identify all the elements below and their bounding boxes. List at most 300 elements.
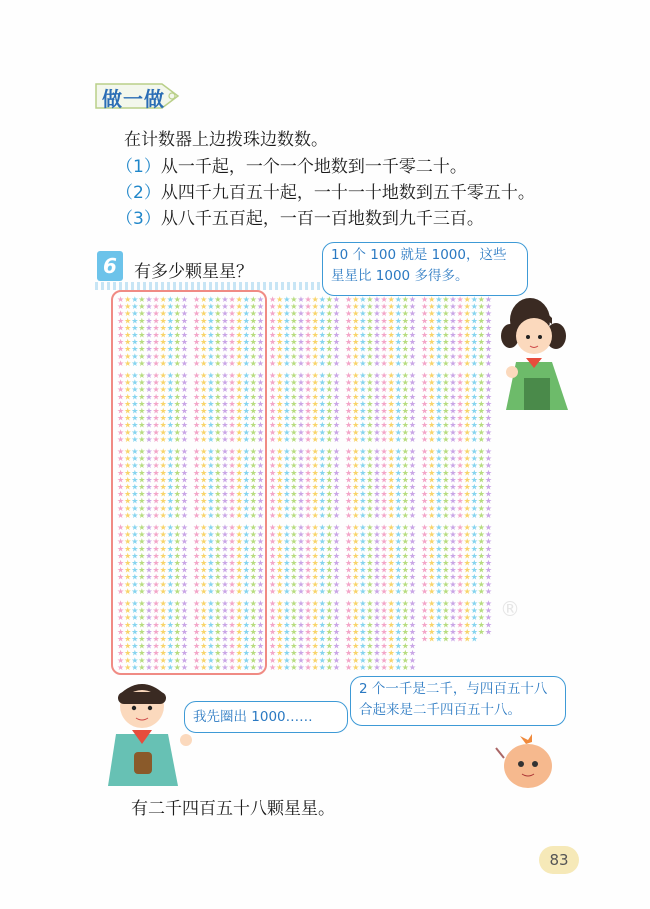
- svg-text:★: ★: [152, 620, 160, 630]
- svg-text:★: ★: [193, 392, 201, 402]
- svg-text:★: ★: [283, 558, 291, 568]
- svg-text:★: ★: [200, 420, 208, 430]
- svg-text:★: ★: [145, 378, 153, 388]
- svg-text:★: ★: [484, 565, 492, 575]
- svg-text:★: ★: [145, 627, 153, 637]
- svg-text:★: ★: [442, 537, 450, 547]
- svg-text:★: ★: [470, 482, 478, 492]
- svg-text:★: ★: [180, 392, 188, 402]
- svg-text:★: ★: [131, 454, 139, 464]
- svg-text:★: ★: [228, 537, 236, 547]
- svg-text:★: ★: [193, 468, 201, 478]
- svg-text:★: ★: [345, 641, 353, 651]
- svg-text:★: ★: [477, 392, 485, 402]
- svg-text:★: ★: [325, 530, 333, 540]
- svg-text:★: ★: [221, 351, 229, 361]
- svg-text:★: ★: [449, 551, 457, 561]
- svg-text:★: ★: [435, 620, 443, 630]
- svg-text:★: ★: [304, 551, 312, 561]
- svg-text:★: ★: [173, 385, 181, 395]
- svg-text:★: ★: [408, 413, 416, 423]
- svg-text:★: ★: [221, 523, 229, 532]
- svg-text:★: ★: [408, 420, 416, 430]
- svg-text:★: ★: [332, 420, 340, 430]
- svg-text:★: ★: [463, 351, 471, 361]
- svg-text:★: ★: [318, 468, 326, 478]
- svg-text:★: ★: [193, 316, 201, 326]
- svg-text:★: ★: [276, 606, 284, 616]
- svg-text:★: ★: [435, 489, 443, 499]
- svg-text:★: ★: [484, 344, 492, 354]
- svg-text:★: ★: [449, 475, 457, 485]
- svg-text:★: ★: [449, 579, 457, 589]
- svg-text:★: ★: [387, 392, 395, 402]
- svg-text:★: ★: [394, 586, 402, 595]
- svg-text:★: ★: [173, 558, 181, 568]
- svg-text:★: ★: [235, 316, 243, 326]
- svg-text:★: ★: [235, 295, 243, 304]
- svg-text:★: ★: [269, 420, 277, 430]
- star-block: [420, 447, 492, 519]
- svg-text:★: ★: [256, 406, 264, 416]
- svg-text:★: ★: [117, 599, 125, 608]
- svg-text:★: ★: [394, 371, 402, 380]
- svg-text:★: ★: [325, 537, 333, 547]
- svg-text:★: ★: [387, 613, 395, 623]
- svg-text:★: ★: [456, 454, 464, 464]
- svg-text:★: ★: [373, 496, 381, 506]
- svg-text:★: ★: [207, 613, 215, 623]
- svg-text:★: ★: [366, 613, 374, 623]
- svg-text:★: ★: [166, 496, 174, 506]
- svg-text:★: ★: [421, 392, 429, 402]
- svg-text:★: ★: [366, 406, 374, 416]
- svg-text:★: ★: [428, 309, 436, 319]
- svg-text:★: ★: [359, 399, 367, 409]
- svg-text:★: ★: [408, 503, 416, 513]
- svg-text:★: ★: [456, 523, 464, 532]
- svg-text:★: ★: [249, 371, 257, 380]
- svg-text:★: ★: [235, 302, 243, 312]
- svg-text:★: ★: [442, 551, 450, 561]
- svg-text:★: ★: [297, 599, 305, 608]
- svg-text:★: ★: [131, 475, 139, 485]
- svg-text:★: ★: [228, 662, 236, 671]
- svg-text:★: ★: [249, 447, 257, 456]
- svg-text:★: ★: [449, 358, 457, 367]
- svg-text:★: ★: [159, 579, 167, 589]
- svg-text:★: ★: [359, 461, 367, 471]
- svg-text:★: ★: [152, 641, 160, 651]
- svg-text:★: ★: [166, 620, 174, 630]
- svg-text:★: ★: [408, 489, 416, 499]
- svg-text:★: ★: [332, 634, 340, 644]
- svg-text:★: ★: [152, 330, 160, 340]
- svg-text:★: ★: [359, 655, 367, 665]
- svg-text:★: ★: [152, 454, 160, 464]
- svg-text:★: ★: [283, 613, 291, 623]
- girl-bubble-line-1: 10 个 100 就是 1000，这些: [331, 247, 507, 263]
- svg-text:★: ★: [304, 406, 312, 416]
- svg-text:★: ★: [477, 572, 485, 582]
- svg-text:★: ★: [145, 447, 153, 456]
- svg-text:★: ★: [228, 344, 236, 354]
- svg-text:★: ★: [332, 496, 340, 506]
- svg-text:★: ★: [470, 399, 478, 409]
- svg-text:★: ★: [352, 634, 360, 644]
- svg-text:★: ★: [304, 655, 312, 665]
- svg-text:★: ★: [242, 620, 250, 630]
- svg-text:★: ★: [124, 489, 132, 499]
- svg-text:★: ★: [180, 655, 188, 665]
- svg-text:★: ★: [311, 634, 319, 644]
- svg-text:★: ★: [228, 510, 236, 519]
- svg-text:★: ★: [200, 579, 208, 589]
- svg-text:★: ★: [283, 537, 291, 547]
- svg-text:★: ★: [235, 641, 243, 651]
- svg-text:★: ★: [484, 530, 492, 540]
- svg-text:★: ★: [276, 537, 284, 547]
- svg-text:★: ★: [470, 406, 478, 416]
- svg-text:★: ★: [200, 295, 208, 304]
- svg-text:★: ★: [249, 489, 257, 499]
- svg-text:★: ★: [463, 295, 471, 304]
- svg-text:★: ★: [463, 634, 471, 644]
- svg-text:★: ★: [200, 371, 208, 380]
- svg-text:★: ★: [359, 544, 367, 554]
- svg-text:★: ★: [401, 648, 409, 658]
- svg-text:★: ★: [124, 337, 132, 347]
- svg-text:★: ★: [435, 434, 443, 443]
- svg-text:★: ★: [228, 468, 236, 478]
- svg-text:★: ★: [394, 427, 402, 437]
- star-icon-group: [344, 447, 416, 519]
- svg-text:★: ★: [242, 565, 250, 575]
- svg-text:★: ★: [228, 599, 236, 608]
- svg-text:★: ★: [401, 399, 409, 409]
- svg-text:★: ★: [180, 323, 188, 333]
- svg-text:★: ★: [283, 358, 291, 367]
- svg-text:★: ★: [249, 613, 257, 623]
- svg-text:★: ★: [408, 295, 416, 304]
- svg-text:★: ★: [124, 655, 132, 665]
- svg-text:★: ★: [463, 447, 471, 456]
- svg-text:★: ★: [228, 565, 236, 575]
- svg-text:★: ★: [463, 413, 471, 423]
- svg-text:★: ★: [463, 523, 471, 532]
- svg-text:★: ★: [145, 530, 153, 540]
- svg-text:★: ★: [207, 496, 215, 506]
- svg-text:★: ★: [249, 344, 257, 354]
- svg-text:★: ★: [318, 655, 326, 665]
- svg-text:★: ★: [318, 461, 326, 471]
- svg-text:★: ★: [124, 641, 132, 651]
- svg-text:★: ★: [380, 399, 388, 409]
- svg-text:★: ★: [442, 378, 450, 388]
- svg-text:★: ★: [373, 344, 381, 354]
- svg-text:★: ★: [352, 489, 360, 499]
- svg-text:★: ★: [256, 572, 264, 582]
- svg-text:★: ★: [200, 544, 208, 554]
- svg-text:★: ★: [256, 461, 264, 471]
- svg-text:★: ★: [297, 523, 305, 532]
- svg-text:★: ★: [325, 606, 333, 616]
- svg-text:★: ★: [193, 565, 201, 575]
- svg-text:★: ★: [124, 620, 132, 630]
- svg-text:★: ★: [428, 489, 436, 499]
- svg-text:★: ★: [449, 454, 457, 464]
- svg-text:★: ★: [311, 392, 319, 402]
- svg-text:★: ★: [138, 620, 146, 630]
- svg-text:★: ★: [138, 392, 146, 402]
- svg-text:★: ★: [394, 454, 402, 464]
- svg-text:★: ★: [435, 503, 443, 513]
- svg-text:★: ★: [249, 648, 257, 658]
- svg-text:★: ★: [435, 371, 443, 380]
- svg-text:★: ★: [256, 482, 264, 492]
- svg-text:★: ★: [159, 309, 167, 319]
- svg-text:★: ★: [366, 434, 374, 443]
- svg-text:★: ★: [173, 537, 181, 547]
- svg-text:★: ★: [373, 523, 381, 532]
- star-block: [420, 599, 492, 671]
- svg-text:★: ★: [456, 613, 464, 623]
- svg-text:★: ★: [408, 565, 416, 575]
- svg-text:★: ★: [249, 413, 257, 423]
- svg-text:★: ★: [435, 323, 443, 333]
- svg-text:★: ★: [456, 399, 464, 409]
- svg-text:★: ★: [352, 371, 360, 380]
- svg-text:★: ★: [214, 655, 222, 665]
- svg-text:★: ★: [159, 565, 167, 575]
- svg-text:★: ★: [214, 537, 222, 547]
- svg-text:★: ★: [477, 523, 485, 532]
- svg-text:★: ★: [276, 461, 284, 471]
- svg-text:★: ★: [166, 316, 174, 326]
- svg-text:★: ★: [401, 371, 409, 380]
- svg-text:★: ★: [304, 613, 312, 623]
- svg-text:★: ★: [221, 330, 229, 340]
- svg-text:★: ★: [456, 510, 464, 519]
- svg-text:★: ★: [318, 551, 326, 561]
- svg-text:★: ★: [256, 599, 264, 608]
- svg-text:★: ★: [345, 606, 353, 616]
- svg-text:★: ★: [200, 482, 208, 492]
- svg-text:★: ★: [124, 537, 132, 547]
- svg-text:★: ★: [117, 613, 125, 623]
- svg-text:★: ★: [290, 434, 298, 443]
- svg-text:★: ★: [428, 337, 436, 347]
- svg-text:★: ★: [117, 572, 125, 582]
- svg-text:★: ★: [428, 330, 436, 340]
- svg-text:★: ★: [477, 551, 485, 561]
- svg-text:★: ★: [200, 351, 208, 361]
- svg-text:★: ★: [256, 565, 264, 575]
- svg-text:★: ★: [290, 309, 298, 319]
- svg-text:★: ★: [249, 655, 257, 665]
- svg-text:★: ★: [249, 510, 257, 519]
- svg-text:★: ★: [366, 620, 374, 630]
- svg-text:★: ★: [221, 489, 229, 499]
- star-icon-group: [420, 447, 492, 519]
- svg-text:★: ★: [456, 461, 464, 471]
- svg-text:★: ★: [373, 330, 381, 340]
- svg-text:★: ★: [435, 544, 443, 554]
- svg-text:★: ★: [235, 565, 243, 575]
- svg-text:★: ★: [394, 337, 402, 347]
- svg-text:★: ★: [442, 337, 450, 347]
- svg-text:★: ★: [421, 523, 429, 532]
- svg-text:★: ★: [214, 309, 222, 319]
- svg-text:★: ★: [152, 337, 160, 347]
- svg-text:★: ★: [145, 565, 153, 575]
- svg-text:★: ★: [235, 475, 243, 485]
- svg-text:★: ★: [283, 427, 291, 437]
- svg-text:★: ★: [428, 530, 436, 540]
- svg-text:★: ★: [221, 537, 229, 547]
- svg-text:★: ★: [242, 655, 250, 665]
- svg-text:★: ★: [442, 344, 450, 354]
- svg-text:★: ★: [124, 530, 132, 540]
- svg-text:★: ★: [421, 337, 429, 347]
- svg-text:★: ★: [214, 461, 222, 471]
- svg-text:★: ★: [214, 627, 222, 637]
- svg-text:★: ★: [159, 447, 167, 456]
- svg-text:★: ★: [435, 599, 443, 608]
- svg-text:★: ★: [131, 627, 139, 637]
- svg-text:★: ★: [325, 434, 333, 443]
- svg-text:★: ★: [373, 427, 381, 437]
- svg-text:★: ★: [380, 468, 388, 478]
- svg-text:★: ★: [449, 558, 457, 568]
- svg-text:★: ★: [235, 662, 243, 671]
- svg-text:★: ★: [269, 482, 277, 492]
- svg-text:★: ★: [193, 544, 201, 554]
- svg-text:★: ★: [470, 620, 478, 630]
- svg-text:★: ★: [200, 530, 208, 540]
- svg-text:★: ★: [283, 475, 291, 485]
- svg-text:★: ★: [283, 579, 291, 589]
- svg-text:★: ★: [380, 420, 388, 430]
- svg-text:★: ★: [304, 447, 312, 456]
- svg-text:★: ★: [242, 537, 250, 547]
- svg-text:★: ★: [228, 606, 236, 616]
- svg-text:★: ★: [304, 523, 312, 532]
- svg-text:★: ★: [373, 392, 381, 402]
- svg-text:★: ★: [359, 323, 367, 333]
- svg-text:★: ★: [159, 572, 167, 582]
- svg-text:★: ★: [352, 406, 360, 416]
- svg-text:★: ★: [408, 558, 416, 568]
- svg-text:★: ★: [311, 606, 319, 616]
- svg-text:★: ★: [311, 551, 319, 561]
- svg-text:★: ★: [242, 461, 250, 471]
- svg-text:★: ★: [145, 482, 153, 492]
- svg-text:★: ★: [387, 599, 395, 608]
- svg-text:★: ★: [242, 551, 250, 561]
- svg-text:★: ★: [207, 510, 215, 519]
- svg-text:★: ★: [207, 558, 215, 568]
- svg-text:★: ★: [311, 434, 319, 443]
- svg-text:★: ★: [408, 371, 416, 380]
- svg-text:★: ★: [366, 627, 374, 637]
- svg-text:★: ★: [449, 385, 457, 395]
- svg-text:★: ★: [408, 544, 416, 554]
- svg-text:★: ★: [290, 475, 298, 485]
- svg-text:★: ★: [152, 475, 160, 485]
- svg-text:★: ★: [180, 544, 188, 554]
- svg-text:★: ★: [166, 337, 174, 347]
- svg-text:★: ★: [456, 599, 464, 608]
- svg-text:★: ★: [145, 344, 153, 354]
- svg-text:★: ★: [214, 475, 222, 485]
- svg-text:★: ★: [207, 330, 215, 340]
- svg-text:★: ★: [228, 586, 236, 595]
- svg-text:★: ★: [352, 344, 360, 354]
- svg-text:★: ★: [373, 627, 381, 637]
- svg-text:★: ★: [214, 371, 222, 380]
- svg-text:★: ★: [463, 344, 471, 354]
- star-block: [420, 523, 492, 595]
- svg-text:★: ★: [318, 641, 326, 651]
- svg-text:★: ★: [269, 523, 277, 532]
- svg-text:★: ★: [166, 503, 174, 513]
- svg-text:★: ★: [463, 579, 471, 589]
- svg-text:★: ★: [117, 413, 125, 423]
- svg-text:★: ★: [193, 641, 201, 651]
- svg-text:★: ★: [145, 385, 153, 395]
- svg-text:★: ★: [235, 634, 243, 644]
- svg-text:★: ★: [283, 447, 291, 456]
- svg-text:★: ★: [297, 468, 305, 478]
- svg-text:★: ★: [249, 503, 257, 513]
- svg-text:★: ★: [387, 399, 395, 409]
- svg-text:★: ★: [394, 530, 402, 540]
- svg-text:★: ★: [193, 586, 201, 595]
- svg-text:★: ★: [228, 572, 236, 582]
- svg-text:★: ★: [304, 392, 312, 402]
- svg-text:★: ★: [380, 565, 388, 575]
- svg-text:★: ★: [200, 309, 208, 319]
- svg-text:★: ★: [442, 572, 450, 582]
- svg-text:★: ★: [428, 544, 436, 554]
- svg-text:★: ★: [345, 351, 353, 361]
- svg-text:★: ★: [352, 316, 360, 326]
- svg-text:★: ★: [332, 344, 340, 354]
- svg-text:★: ★: [200, 634, 208, 644]
- svg-text:★: ★: [207, 399, 215, 409]
- svg-text:★: ★: [470, 351, 478, 361]
- star-icon-group: [268, 599, 340, 671]
- svg-text:★: ★: [304, 648, 312, 658]
- svg-text:★: ★: [138, 482, 146, 492]
- svg-text:★: ★: [193, 330, 201, 340]
- svg-text:★: ★: [401, 523, 409, 532]
- svg-text:★: ★: [463, 627, 471, 637]
- svg-text:★: ★: [249, 544, 257, 554]
- svg-text:★: ★: [283, 309, 291, 319]
- svg-text:★: ★: [207, 530, 215, 540]
- svg-text:★: ★: [470, 565, 478, 575]
- svg-text:★: ★: [152, 627, 160, 637]
- svg-text:★: ★: [401, 475, 409, 485]
- svg-text:★: ★: [221, 406, 229, 416]
- svg-text:★: ★: [228, 530, 236, 540]
- svg-text:★: ★: [359, 427, 367, 437]
- svg-text:★: ★: [152, 489, 160, 499]
- svg-text:★: ★: [269, 371, 277, 380]
- svg-text:★: ★: [221, 634, 229, 644]
